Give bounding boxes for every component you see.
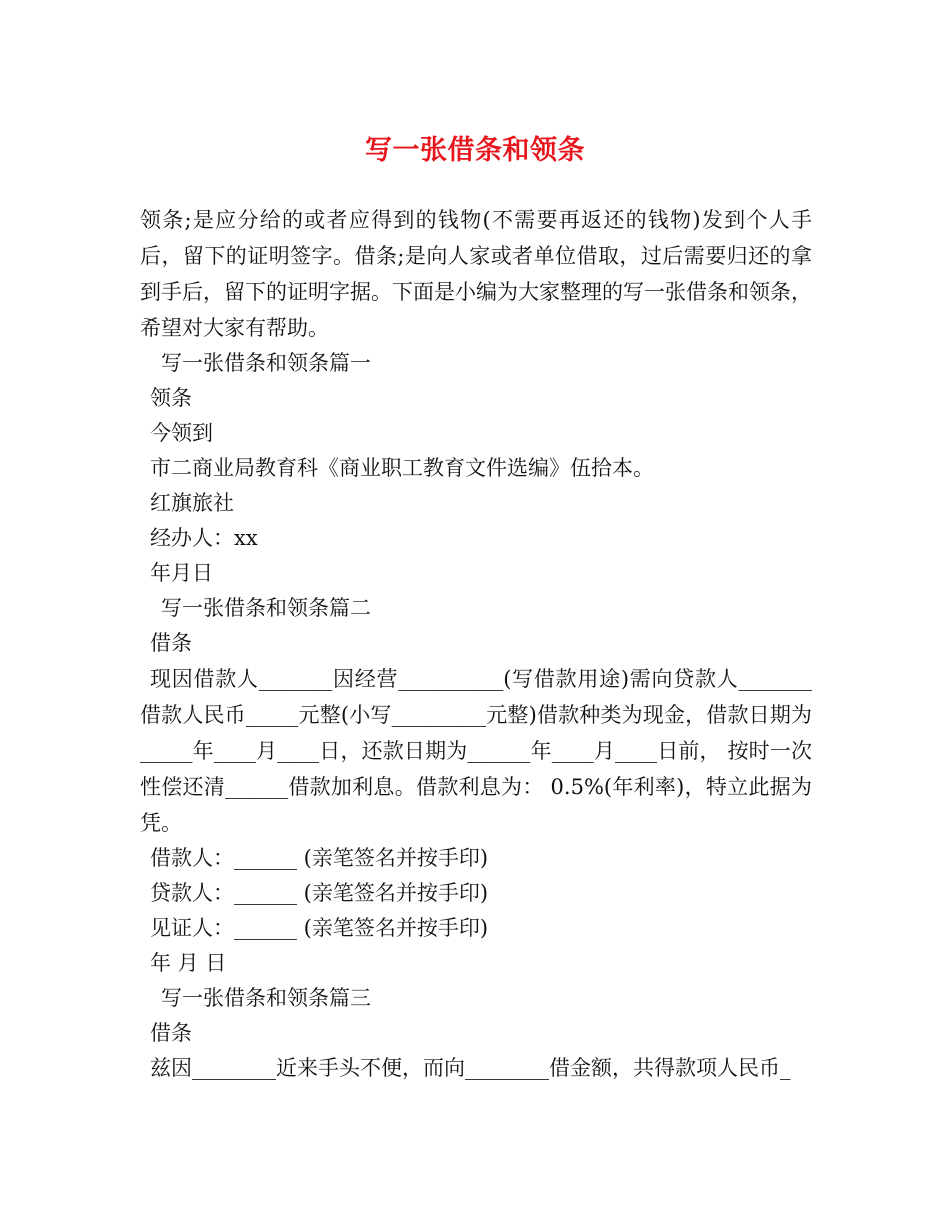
- section-1-line: 市二商业局教育科《商业职工教育文件选编》伍拾本。: [150, 456, 654, 480]
- section-2-date: 年 月 日: [150, 951, 227, 975]
- section-1-line: 领条: [150, 386, 192, 410]
- signature-line: 借款人：______ (亲笔签名并按手印): [150, 846, 489, 870]
- section-1-line: 红旗旅社: [150, 491, 234, 515]
- section-1-line: 年月日: [150, 561, 213, 585]
- signature-line: 见证人：______ (亲笔签名并按手印): [150, 916, 489, 940]
- section-3-label: 借条: [150, 1021, 192, 1045]
- section-1-line: 经办人：xx: [150, 526, 258, 550]
- intro-paragraph: 领条;是应分给的或者应得到的钱物(不需要再返还的钱物)发到个人手后，留下的证明签字。借条;是向人家或者单位借取，过后需要归还的拿到手后，留下的证明字据。下面是小编为大家整理的写一张借条和领条，希望对大家有帮助。: [140, 208, 812, 340]
- section-3-first-line: 兹因________近来手头不便，而向________借金额，共得款项人民币_: [150, 1056, 791, 1080]
- section-3-heading: 写一张借条和领条篇三: [161, 986, 371, 1010]
- document-title: 写一张借条和领条: [365, 135, 585, 166]
- section-1-line: 今领到: [150, 421, 213, 445]
- section-2-heading: 写一张借条和领条篇二: [161, 596, 371, 620]
- section-1-heading: 写一张借条和领条篇一: [161, 351, 371, 375]
- document-body: [140, 346, 812, 1086]
- section-2-paragraph: 现因借款人_______因经营__________(写借款用途)需向贷款人_______借款人民币_____元整(小写_________元整)借款种类为现金，借款日期为_____年____月____日，还款日期为______年____月____日前， 按时一次性偿还清______借款加利息。借款利息为： 0.5%(年利率)，特立此据为凭。: [140, 667, 812, 835]
- section-2-label: 借条: [150, 631, 192, 655]
- signature-line: 贷款人：______ (亲笔签名并按手印): [150, 881, 489, 905]
